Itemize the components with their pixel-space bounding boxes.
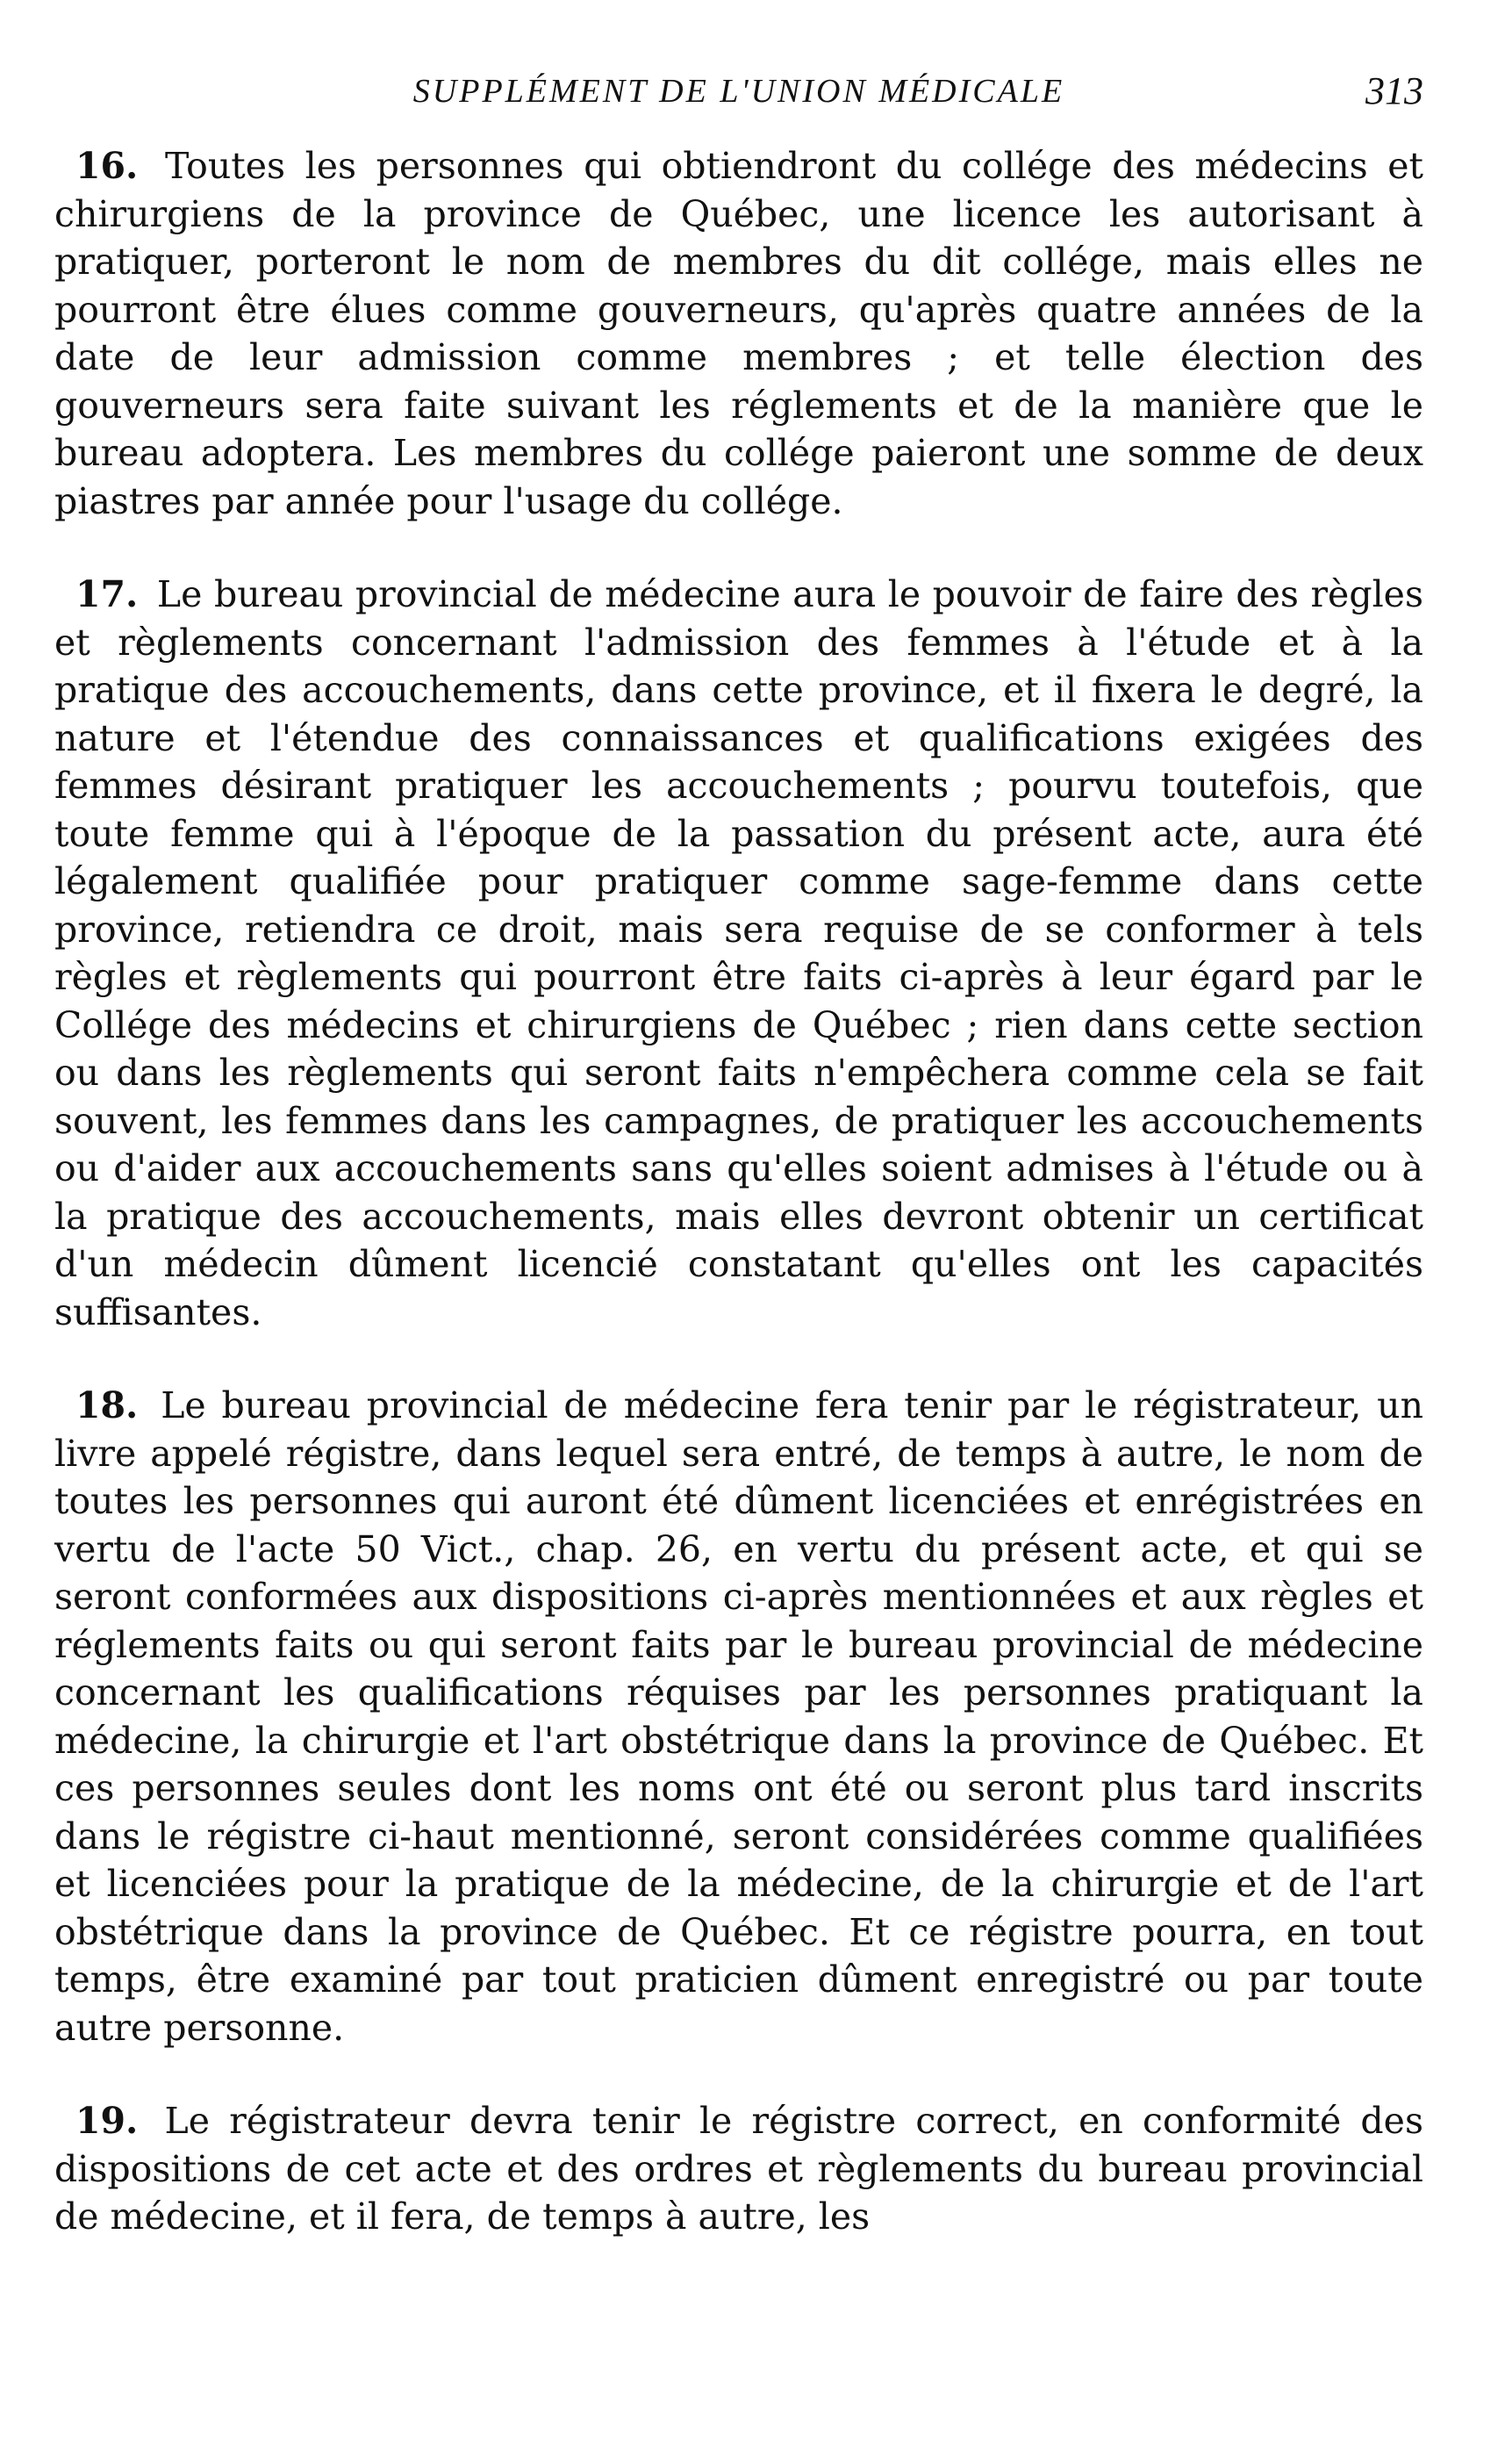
article-17 xyxy=(54,571,1423,1336)
article-text: Le bureau provincial de médecine fera tenir par le régistrateur, un livre appelé régistre, dans lequel sera entré, de temps à autre, le nom de toutes les personnes qui auront été dûment licenciées et enrégistrées en vertu de l'acte 50 Vict., chap. 26, en vertu du présent acte, et qui se seront conformées aux dispositions ci-après mentionnées et aux règles et réglements faits ou qui seront faits par le bureau provincial de médecine concernant les qualifications réquises par les personnes pratiquant la médecine, la chirurgie et l'art obstétrique dans la province de Québec. Et ces personnes seules dont les noms ont été ou seront plus tard inscrits dans le régistre ci-haut mentionné, seront considérées comme qualifiées et licenciées pour la pratique de la médecine, de la chirurgie et de l'art obstétrique dans la province de Québec. Et ce régistre pourra, en tout temps, être examiné par tout praticien dûment enregistré ou par toute autre personne. xyxy=(54,1384,1423,2049)
article-16 xyxy=(54,142,1423,525)
article-text: Toutes les personnes qui obtiendront du collége des médecins et chirurgiens de la province de Québec, une licence les autorisant à pratiquer, porteront le nom de membres du dit collége, mais elles ne pourront être élues comme gouverneurs, qu'après quatre années de la date de leur admission comme membres ; et telle élection des gouverneurs sera faite suivant les réglements et de la manière que le bureau adoptera. Les membres du collége paieront une somme de deux piastres par année pour l'usage du collége. xyxy=(54,145,1423,522)
article-number: 16. xyxy=(75,145,139,187)
running-header xyxy=(54,61,1423,125)
article-19 xyxy=(54,2097,1423,2241)
article-text: Le régistrateur devra tenir le régistre correct, en conformité des dispositions de cet acte et des ordres et règlements du bureau provincial de médecine, et il fera, de temps à autre, les xyxy=(54,2100,1423,2238)
page-number: 313 xyxy=(1365,69,1423,112)
running-title: SUPPLÉMENT DE L'UNION MÉDICALE xyxy=(412,73,1065,110)
article-number: 17. xyxy=(75,573,139,615)
document-page xyxy=(54,61,1423,2287)
article-number: 19. xyxy=(75,2100,139,2142)
article-18 xyxy=(54,1382,1423,2051)
article-text: Le bureau provincial de médecine aura le pouvoir de faire des règles et règlements concernant l'admission des femmes à l'étude et à la pratique des accouchements, dans cette province, et il fixera le degré, la nature et l'étendue des connaissances et qualifications exigées des femmes désirant pratiquer les accouchements ; pourvu toutefois, que toute femme qui à l'époque de la passation du présent acte, aura été légalement qualifiée pour pratiquer comme sage-femme dans cette province, retiendra ce droit, mais sera requise de se conformer à tels règles et règlements qui pourront être faits ci-après à leur égard par le Collége des médecins et chirurgiens de Québec ; rien dans cette section ou dans les règlements qui seront faits n'empêchera comme cela se fait souvent, les femmes dans les campagnes, de pratiquer les accouchements ou d'aider aux accouchements sans qu'elles soient admises à l'étude ou à la pratique des accouchements, mais elles devront obtenir un certificat d'un médecin dûment licencié constatant qu'elles ont les capacités suffisantes. xyxy=(54,573,1423,1333)
article-number: 18. xyxy=(75,1384,139,1426)
